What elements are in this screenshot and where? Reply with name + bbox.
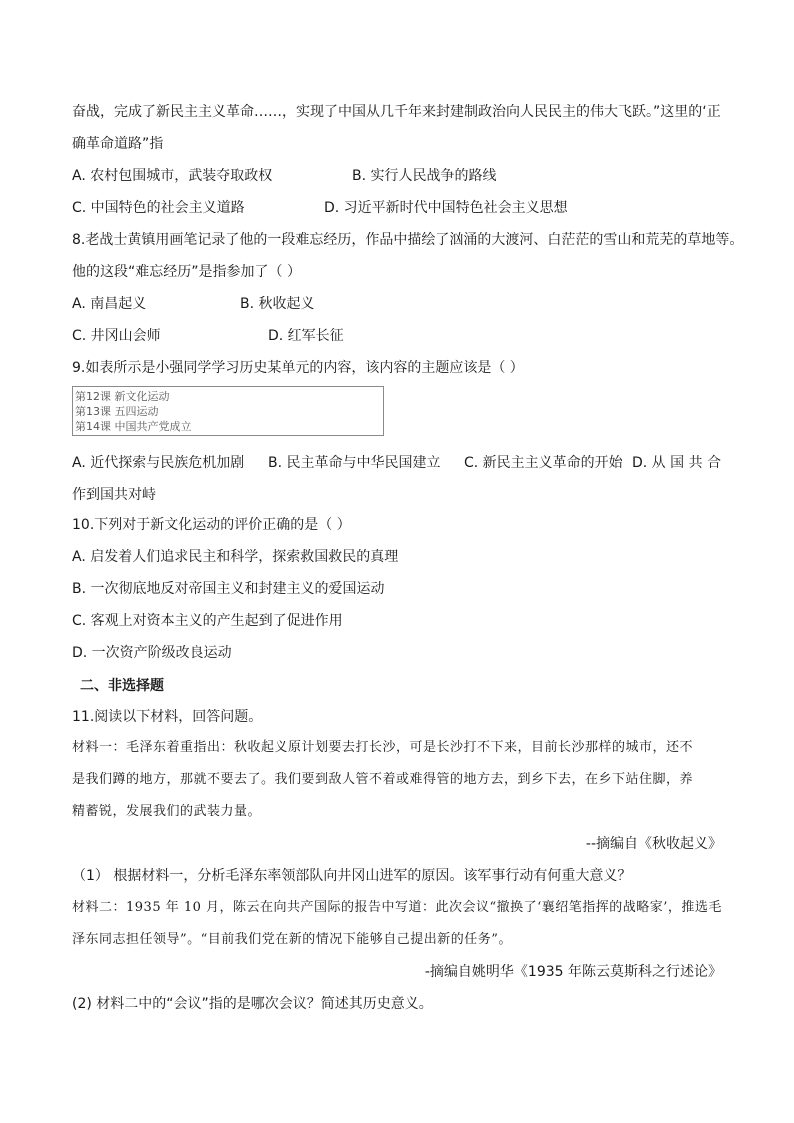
q9-option-d-continued: 作到国共对峙 <box>72 487 156 503</box>
q9-table-row: 第13课 五四运动 <box>75 405 159 418</box>
q8-stem-line1: 8.老战士黄镇用画笔记录了他的一段难忘经历，作品中描绘了汹涌的大渡河、白茫茫的雪山和荒芜的草地等。 <box>72 232 744 248</box>
q9-option-c[interactable]: C. 新民主主义革命的开始 <box>464 455 623 471</box>
q9-unit-table <box>72 386 384 436</box>
q11-subquestion1: （1） 根据材料一，分析毛泽东率领部队向井冈山进军的原因。该军事行动有何重大意义？ <box>72 868 632 884</box>
q9-table-row: 第14课 中国共产党成立 <box>75 420 192 433</box>
q11-material2-line1: 材料二：1935 年 10 月，陈云在向共产国际的报告中写道：此次会议“撤换了‘襄绍笔指挥的战略家’，推选毛 <box>72 900 722 915</box>
q9-option-b[interactable]: B. 民主革命与中华民国建立 <box>268 455 441 471</box>
q9-option-a[interactable]: A. 近代探索与民族危机加剧 <box>72 455 245 471</box>
q11-subquestion2: (2) 材料二中的“会议”指的是哪次会议？简述其历史意义。 <box>72 996 433 1012</box>
q11-material2-line2: 泽东同志担任领导”。“目前我们党在新的情况下能够自己提出新的任务”。 <box>72 932 512 947</box>
q7-option-c[interactable]: C. 中国特色的社会主义道路 <box>72 200 245 216</box>
q7-stem-line2: 确革命道路”指 <box>72 136 164 152</box>
q10-stem: 10.下列对于新文化运动的评价正确的是（ ） <box>72 517 351 533</box>
q11-stem: 11.阅读以下材料，回答问题。 <box>72 709 263 725</box>
q9-option-d[interactable]: D. 从 国 共 合 <box>632 455 722 471</box>
q9-stem: 9.如表所示是小强同学学习历史某单元的内容，该内容的主题应该是（ ） <box>72 360 524 376</box>
q8-stem-line2: 他的这段“难忘经历”是指参加了（ ） <box>72 264 301 280</box>
q11-material2-source: -摘编自姚明华《1935 年陈云莫斯科之行述论》 <box>424 964 722 980</box>
q7-option-d[interactable]: D. 习近平新时代中国特色社会主义思想 <box>324 200 568 216</box>
q8-option-a[interactable]: A. 南昌起义 <box>72 296 147 312</box>
q8-option-c[interactable]: C. 井冈山会师 <box>72 328 161 344</box>
q9-table-row: 第12课 新文化运动 <box>75 390 170 403</box>
q10-option-a[interactable]: A. 启发着人们追求民主和科学，探索救国救民的真理 <box>72 549 399 565</box>
q7-option-a[interactable]: A. 农村包围城市，武装夺取政权 <box>72 168 273 184</box>
q11-material1-line3: 精蓄锐，发展我们的武装力量。 <box>72 804 262 819</box>
q8-option-d[interactable]: D. 红军长征 <box>268 328 344 344</box>
q11-material1-source: --摘编自《秋收起义》 <box>585 836 722 852</box>
q8-option-b[interactable]: B. 秋收起义 <box>240 296 315 312</box>
q10-option-b[interactable]: B. 一次彻底地反对帝国主义和封建主义的爱国运动 <box>72 581 385 597</box>
q11-material1-line1: 材料一：毛泽东着重指出：秋收起义原计划要去打长沙，可是长沙打不下来，目前长沙那样的城市，还不 <box>72 740 694 755</box>
q7-stem-line1: 奋战，完成了新民主主义革命……，实现了中国从几千年来封建制政治向人民民主的伟大飞跃。”这里的‘正 <box>72 104 721 120</box>
q11-material1-line2: 是我们蹲的地方，那就不要去了。我们要到敌人管不着或难得管的地方去，到乡下去，在乡下站住脚，养 <box>72 772 694 787</box>
q7-option-b[interactable]: B. 实行人民战争的路线 <box>352 168 497 184</box>
q10-option-c[interactable]: C. 客观上对资本主义的产生起到了促进作用 <box>72 613 343 629</box>
section-title: 二、非选择题 <box>80 678 164 694</box>
q10-option-d[interactable]: D. 一次资产阶级改良运动 <box>72 645 232 661</box>
